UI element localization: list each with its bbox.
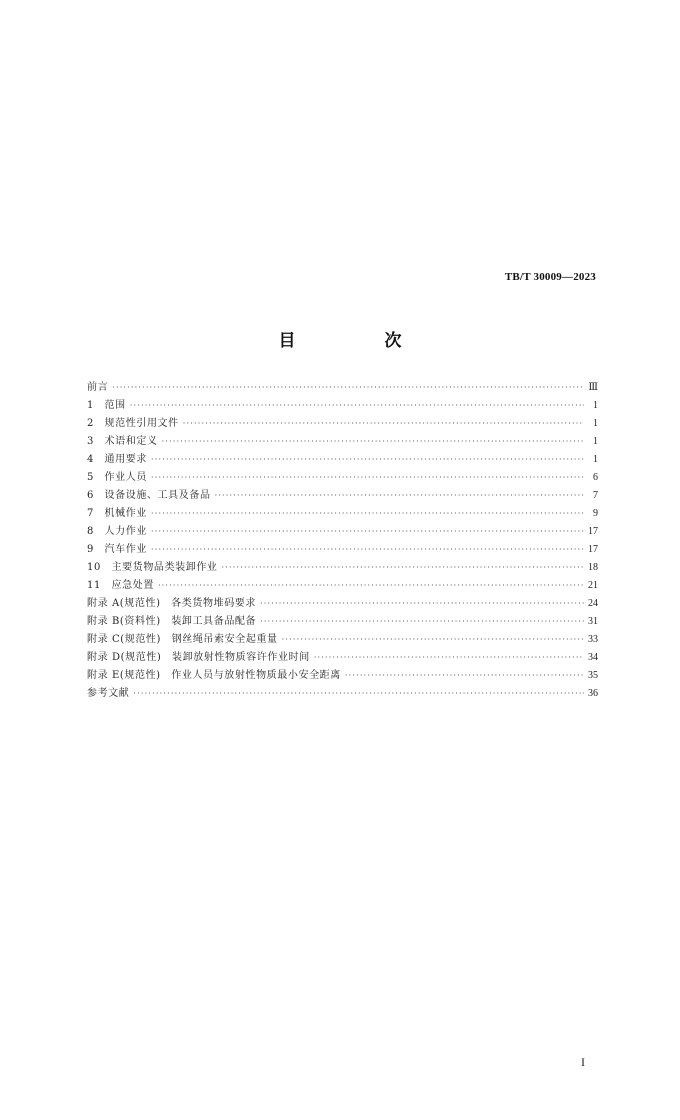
toc-entry-label: 4 通用要求 xyxy=(87,454,147,465)
toc-entry-label: 9 汽车作业 xyxy=(87,544,147,555)
toc-entry-label: 附录 B(资料性) 装卸工具备品配备 xyxy=(87,616,257,627)
toc-leader-dots xyxy=(133,685,584,703)
toc-entry[interactable] xyxy=(87,433,598,451)
table-of-contents xyxy=(87,379,598,703)
toc-entry[interactable] xyxy=(87,559,598,577)
toc-entry-page: 35 xyxy=(588,670,598,681)
toc-entry[interactable] xyxy=(87,541,598,559)
toc-entry-page: 34 xyxy=(588,652,598,663)
toc-entry-page: 31 xyxy=(588,616,598,627)
toc-entry-page: 21 xyxy=(588,580,598,591)
toc-entry-page: 18 xyxy=(588,562,598,573)
toc-entry-label: 2 规范性引用文件 xyxy=(87,418,179,429)
toc-leader-dots xyxy=(345,667,584,685)
toc-entry-page: 1 xyxy=(593,436,598,447)
toc-entry[interactable] xyxy=(87,523,598,541)
toc-entry[interactable] xyxy=(87,577,598,595)
toc-entry-label: 11 应急处置 xyxy=(87,580,154,591)
toc-entry-label: 附录 E(规范性) 作业人员与放射性物质最小安全距离 xyxy=(87,670,341,681)
toc-entry[interactable] xyxy=(87,631,598,649)
toc-entry-label: 前言 xyxy=(87,382,109,393)
toc-leader-dots xyxy=(183,415,584,433)
toc-entry[interactable] xyxy=(87,505,598,523)
toc-entry-label: 1 范围 xyxy=(87,400,126,411)
toc-entry-page: 17 xyxy=(588,526,598,537)
toc-leader-dots xyxy=(151,469,584,487)
toc-entry[interactable] xyxy=(87,487,598,505)
document-code: TB/T 30009—2023 xyxy=(504,271,596,283)
toc-entry-page: 6 xyxy=(593,472,598,483)
toc-entry-page: Ⅲ xyxy=(588,382,598,393)
toc-entry[interactable] xyxy=(87,451,598,469)
toc-leader-dots xyxy=(282,631,584,649)
toc-entry[interactable] xyxy=(87,595,598,613)
toc-leader-dots xyxy=(215,487,584,505)
toc-entry[interactable] xyxy=(87,397,598,415)
toc-entry-page: 7 xyxy=(593,490,598,501)
page-title: 目 次 xyxy=(278,331,438,351)
toc-leader-dots xyxy=(158,577,584,595)
toc-leader-dots xyxy=(162,433,584,451)
toc-leader-dots xyxy=(260,613,584,631)
toc-entry-label: 参考文献 xyxy=(87,688,130,699)
toc-entry-label: 10 主要货物品类装卸作业 xyxy=(87,562,218,573)
toc-entry-page: 17 xyxy=(588,544,598,555)
toc-leader-dots xyxy=(222,559,584,577)
toc-entry[interactable] xyxy=(87,415,598,433)
toc-leader-dots xyxy=(260,595,584,613)
toc-entry[interactable] xyxy=(87,379,598,397)
toc-entry-label: 5 作业人员 xyxy=(87,472,147,483)
toc-leader-dots xyxy=(112,379,584,397)
toc-entry-page: 9 xyxy=(593,508,598,519)
toc-entry[interactable] xyxy=(87,469,598,487)
toc-entry-label: 8 人力作业 xyxy=(87,526,147,537)
toc-leader-dots xyxy=(314,649,584,667)
page-number: I xyxy=(581,1055,585,1069)
toc-entry-label: 附录 C(规范性) 钢丝绳吊索安全起重量 xyxy=(87,634,278,645)
toc-leader-dots xyxy=(151,541,584,559)
toc-entry-page: 24 xyxy=(588,598,598,609)
toc-entry-label: 附录 A(规范性) 各类货物堆码要求 xyxy=(87,598,257,609)
toc-leader-dots xyxy=(130,397,584,415)
toc-entry-label: 3 术语和定义 xyxy=(87,436,158,447)
toc-entry[interactable] xyxy=(87,613,598,631)
toc-entry-label: 6 设备设施、工具及备品 xyxy=(87,490,211,501)
toc-entry-page: 33 xyxy=(588,634,598,645)
toc-entry-page: 1 xyxy=(593,400,598,411)
toc-entry-page: 36 xyxy=(588,688,598,699)
toc-entry-label: 附录 D(规范性) 装卸放射性物质容许作业时间 xyxy=(87,652,310,663)
toc-entry-label: 7 机械作业 xyxy=(87,508,147,519)
toc-entry[interactable] xyxy=(87,685,598,703)
toc-leader-dots xyxy=(151,523,584,541)
toc-leader-dots xyxy=(151,505,584,523)
toc-entry[interactable] xyxy=(87,649,598,667)
toc-entry[interactable] xyxy=(87,667,598,685)
toc-entry-page: 1 xyxy=(593,454,598,465)
toc-leader-dots xyxy=(151,451,584,469)
toc-entry-page: 1 xyxy=(593,418,598,429)
